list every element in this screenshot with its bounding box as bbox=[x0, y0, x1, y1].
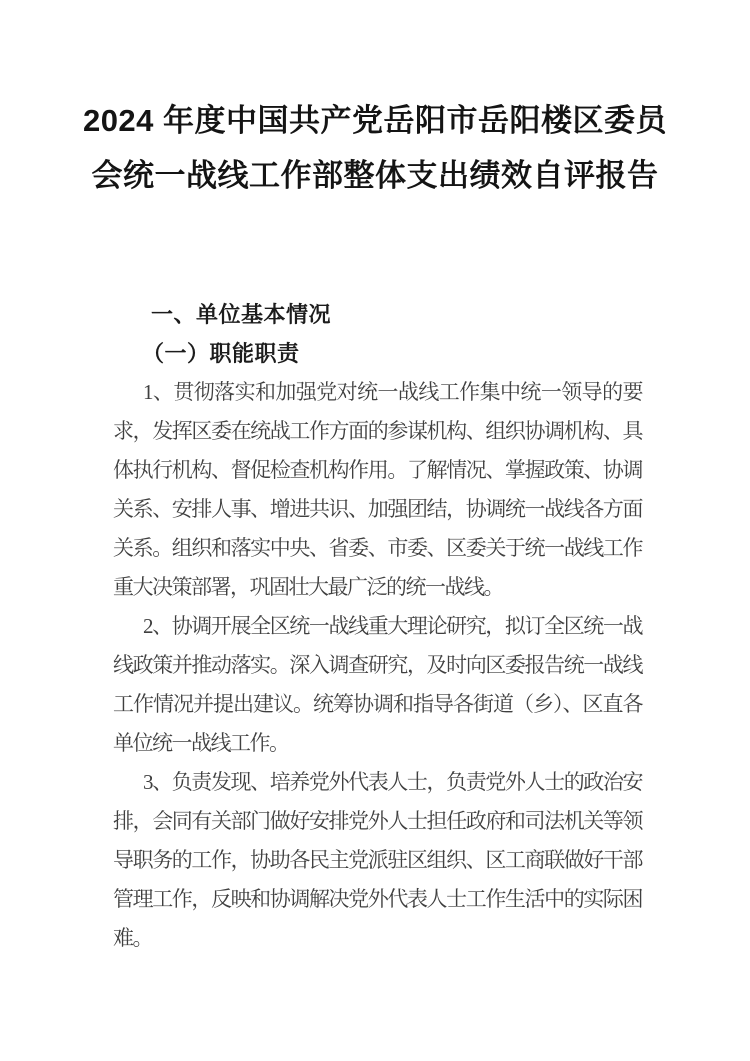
document-title bbox=[0, 93, 750, 203]
paragraph-1: 1、贯彻落实和加强党对统一战线工作集中统一领导的要求，发挥区委在统战工作方面的参谋机构、组织协调机构、具体执行机构、督促检查机构作用。了解情况、掌握政策、协调关系、安排人事、增进共识、加强团结，协调统一战线各方面关系。组织和落实中央、省委、市委、区委关于统一战线工作重大决策部署，巩固壮大最广泛的统一战线。 bbox=[113, 380, 642, 599]
document-title-line-1: 2024 年度中国共产党岳阳市岳阳楼区委员 bbox=[82, 103, 668, 138]
section-heading-unit-basic-info: 一、单位基本情况 bbox=[151, 302, 332, 327]
paragraph-2: 2、协调开展全区统一战线重大理论研究，拟订全区统一战线政策并推动落实。深入调查研究，及时向区委报告统一战线工作情况并提出建议。统筹协调和指导各街道（乡）、区直各单位统一战线工作。 bbox=[113, 614, 642, 755]
document-body bbox=[113, 295, 642, 958]
subsection-heading-duties: （一）职能职责 bbox=[142, 341, 300, 366]
paragraph-3: 3、负责发现、培养党外代表人士，负责党外人士的政治安排，会同有关部门做好安排党外人士担任政府和司法机关等领导职务的工作，协助各民主党派驻区组织、区工商联做好干部管理工作，反映和协调解决党外代表人士工作生活中的实际困难。 bbox=[113, 770, 642, 950]
document-title-line-2: 会统一战线工作部整体支出绩效自评报告 bbox=[91, 158, 659, 193]
